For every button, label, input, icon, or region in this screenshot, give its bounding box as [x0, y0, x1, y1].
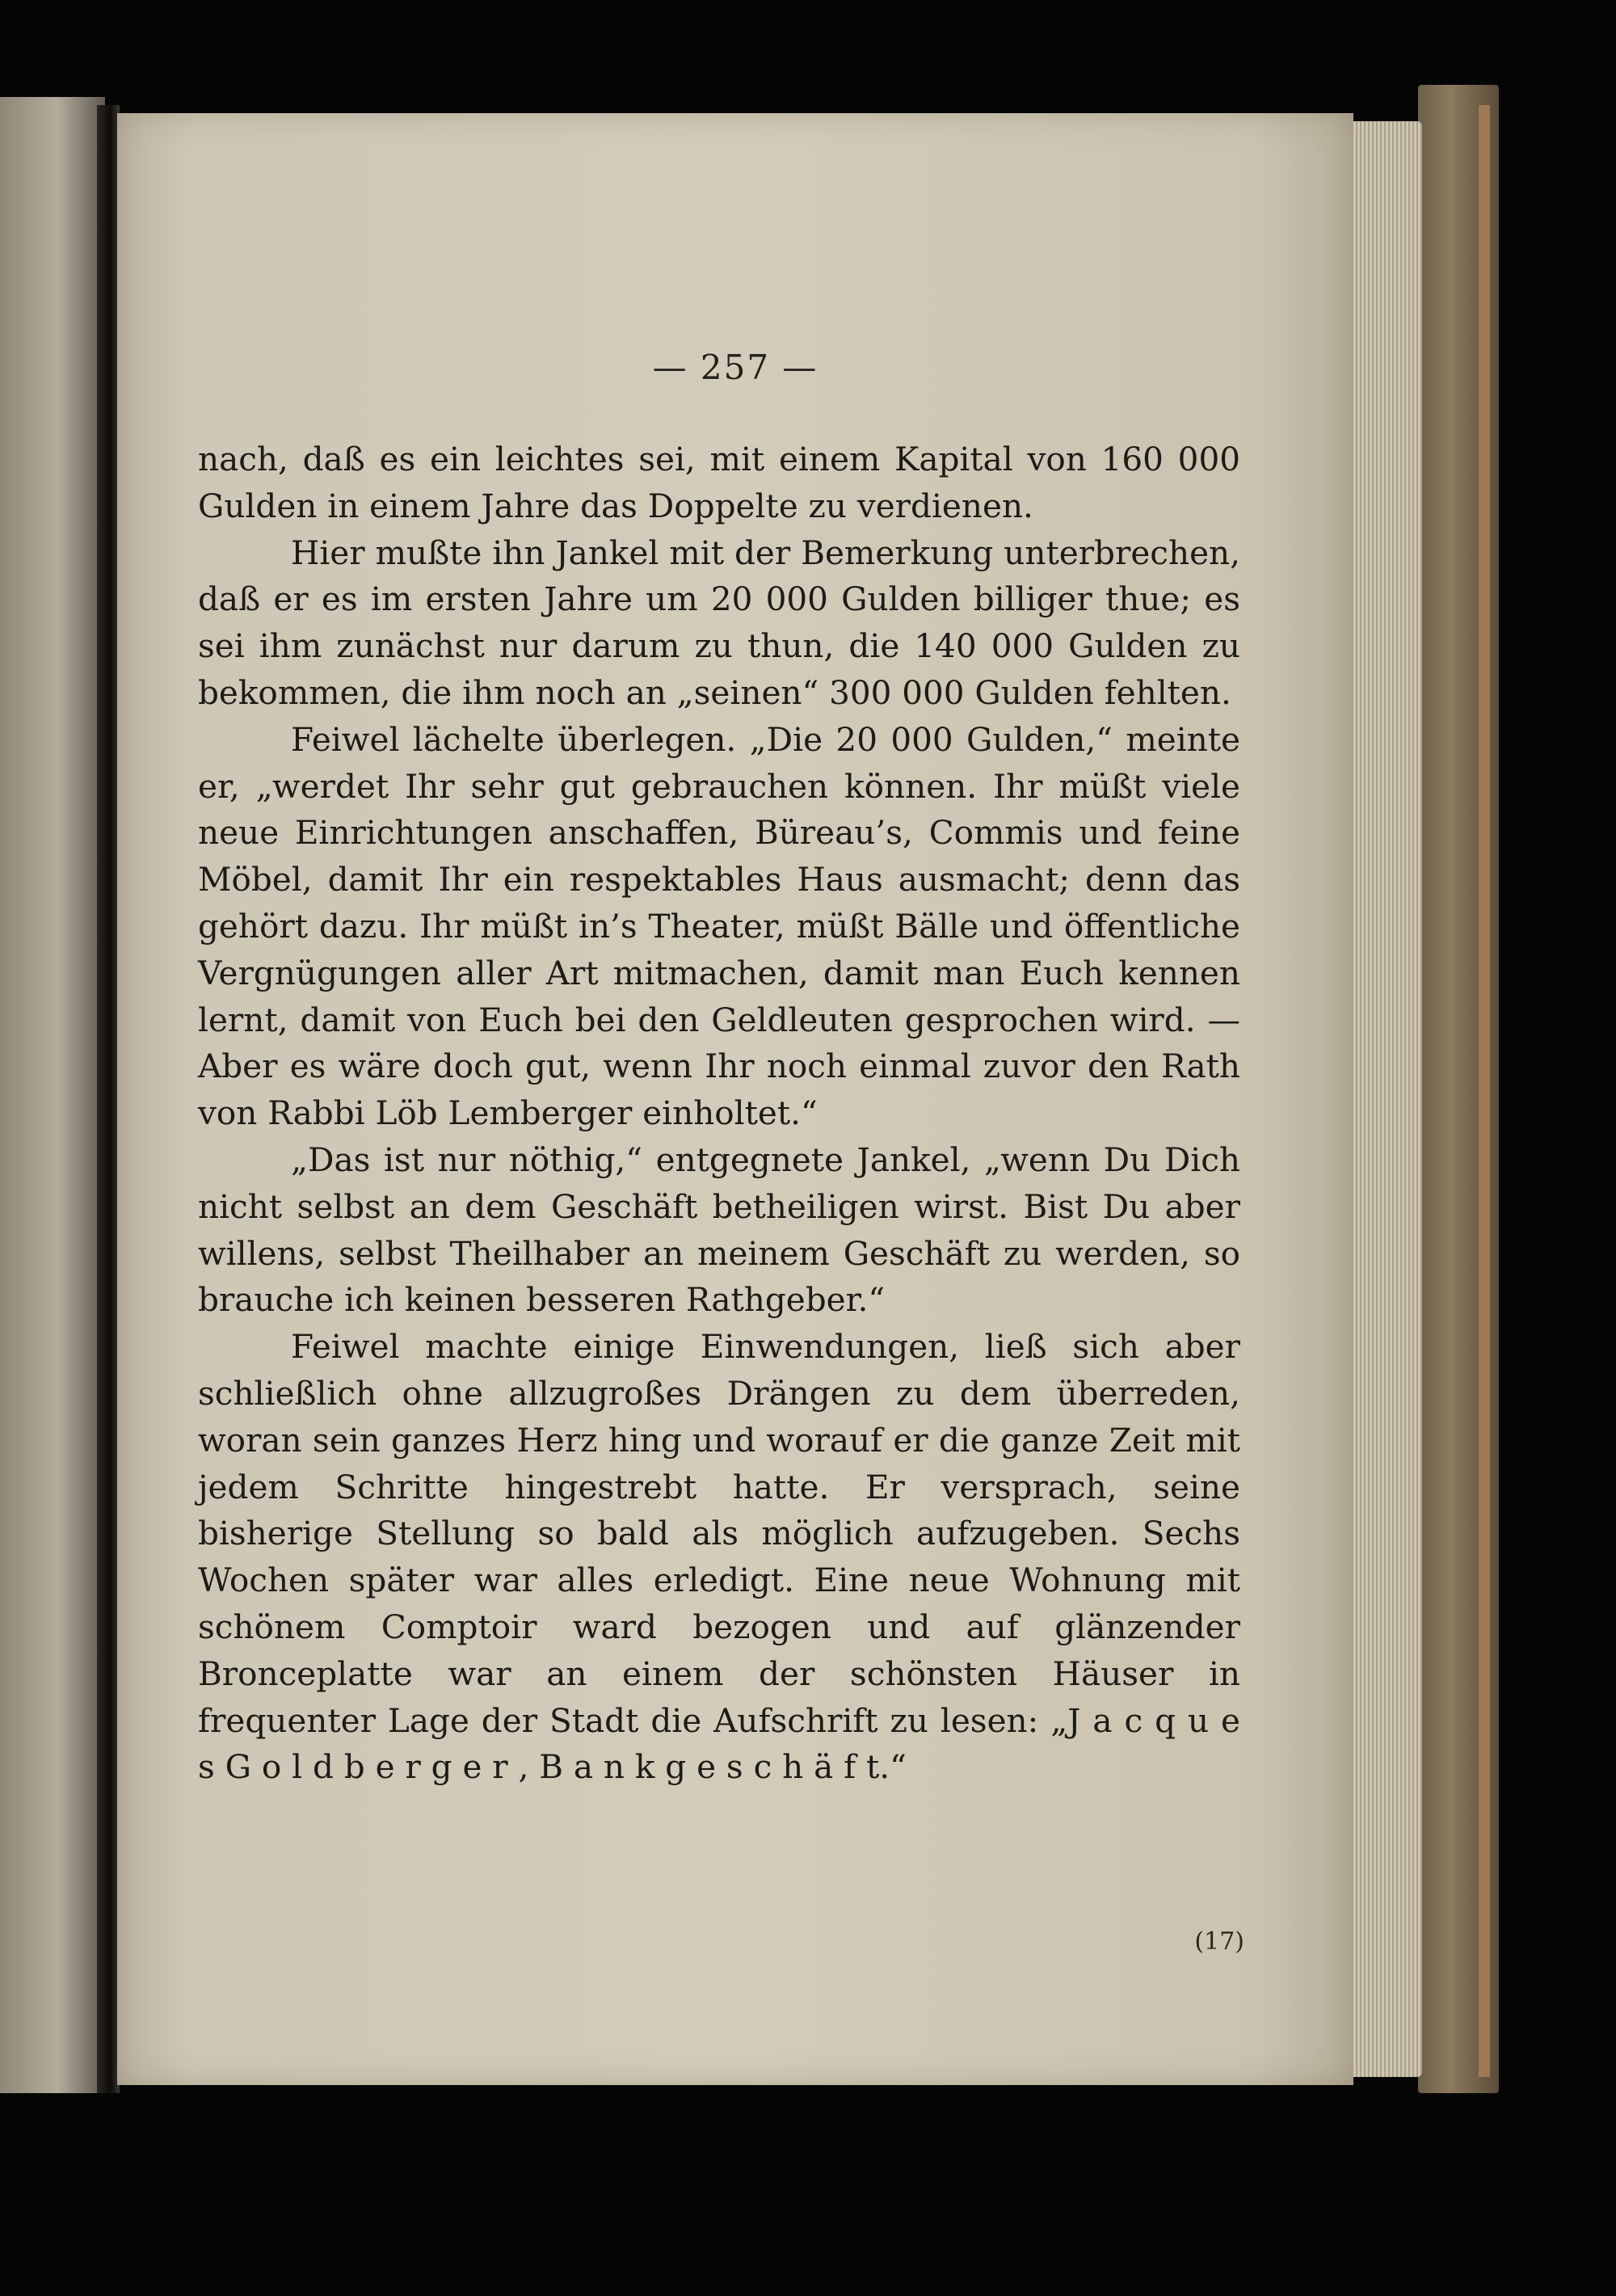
- paragraph: Feiwel lächelte überlegen. „Die 20 000 Gulden,“ meinte er, „werdet Ihr sehr gut gebrauchen können. Ihr müßt viele neue Einrichtungen anschaffen, Büreau’s, Commis und feine Möbel, damit Ihr ein respektables Haus ausmacht; denn das gehört dazu. Ihr müßt in’s Theater, müßt Bälle und öffentliche Vergnügungen aller Art mitmachen, damit man Euch kennen lernt, damit von Euch bei den Geldleuten gesprochen wird. — Aber es wäre doch gut, wenn Ihr noch einmal zuvor den Rath von Rabbi Löb Lemberger einholtet.“: [198, 719, 1240, 1133]
- cover-edge-strip: [1479, 105, 1490, 2077]
- paragraph: nach, daß es ein leichtes sei, mit einem Kapital von 160 000 Gulden in einem Jahre das Doppelte zu verdienen.: [198, 440, 1240, 525]
- paragraph: Hier mußte ihn Jankel mit der Bemerkung unterbrechen, daß er es im ersten Jahre um 20 000 Gulden billiger thue; es sei ihm zunächst nur darum zu thun, die 140 000 Gulden zu bekommen, die ihm noch an „seinen“ 300 000 Gulden fehlten.: [198, 533, 1240, 712]
- previous-page-edge: [0, 97, 105, 2093]
- page-number: — 257 —: [652, 348, 819, 387]
- paragraph: „Das ist nur nöthig,“ entgegnete Jankel, „wenn Du Dich nicht selbst an dem Geschäft betheiligen wirst. Bist Du aber willens, selbst Theilhaber an meinem Geschäft zu werden, so brauche ich keinen besseren Rathgeber.“: [198, 1140, 1240, 1320]
- page-text-body: [198, 436, 1240, 1791]
- book-gutter: [97, 105, 120, 2093]
- paragraph: Feiwel machte einige Einwendungen, ließ sich aber schließlich ohne allzugroßes Drängen zu dem überreden, woran sein ganzes Herz hing und worauf er die ganze Zeit mit jedem Schritte hingestrebt hatte. Er versprach, seine bisherige Stellung so bald als möglich aufzugeben. Sechs Wochen später war alles erledigt. Eine neue Wohnung mit schönem Comptoir ward bezogen und auf glänzender Bronceplatte war an einem der schönsten Häuser in frequenter Lage der Stadt die Aufschrift zu lesen: „J a c q u e s G o l d b e r g e r , B a n k g e s c h ä f t.“: [198, 1327, 1240, 1787]
- book-page: [117, 113, 1353, 2085]
- signature-mark: (17): [1194, 1927, 1244, 1956]
